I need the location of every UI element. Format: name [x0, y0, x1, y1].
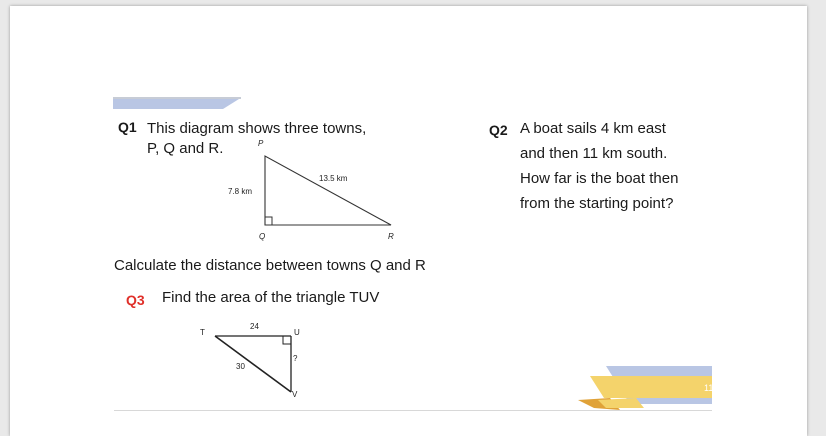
q1-label-p: P: [258, 139, 264, 148]
q3-label-u: U: [294, 328, 300, 337]
q3-label-uv: ?: [293, 354, 298, 363]
footer-divider: [114, 410, 712, 411]
q2-line-4: from the starting point?: [520, 195, 674, 212]
q1-instruction: Calculate the distance between towns Q and R: [114, 257, 426, 274]
q3-triangle-diagram: [210, 328, 300, 398]
page-number: 11: [704, 383, 714, 393]
worksheet-slide: [10, 6, 807, 436]
header-banner-decoration: [113, 96, 243, 110]
q2-line-2: and then 11 km south.: [520, 145, 668, 162]
q2-line-3: How far is the boat then: [520, 170, 679, 187]
q3-number: Q3: [126, 292, 145, 308]
q1-label-r: R: [388, 232, 394, 241]
q3-label-v: V: [292, 390, 298, 399]
q1-label-pq: 7.8 km: [228, 187, 253, 196]
q3-label-t: T: [200, 328, 205, 337]
q3-text: Find the area of the triangle TUV: [162, 289, 380, 306]
q1-triangle-diagram: [255, 146, 405, 236]
q1-number: Q1: [118, 119, 137, 135]
q2-number: Q2: [489, 122, 508, 138]
footer-banner-decoration: [576, 364, 714, 410]
q3-label-tu: 24: [250, 322, 259, 331]
q1-text-line1: This diagram shows three towns,: [147, 120, 367, 137]
q1-label-q: Q: [259, 232, 266, 241]
q1-text-line2: P, Q and R.: [147, 140, 224, 157]
q3-label-tv: 30: [236, 362, 245, 371]
q2-line-1: A boat sails 4 km east: [520, 120, 666, 137]
q1-label-pr: 13.5 km: [319, 174, 348, 183]
